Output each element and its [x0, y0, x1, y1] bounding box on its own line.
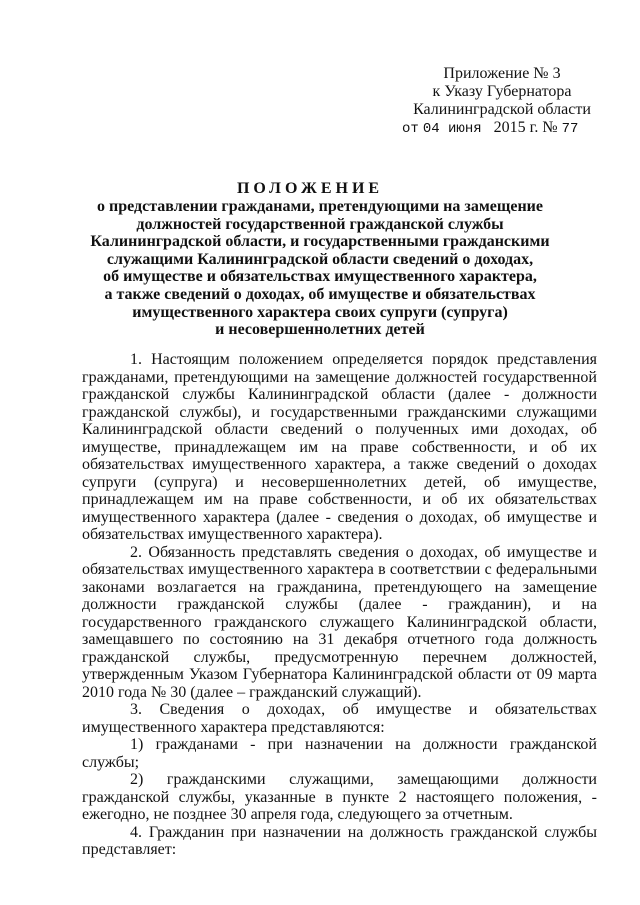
- paragraph-4: 4. Гражданин при назначении на должность гражданской службы представляет:: [82, 823, 597, 858]
- number-sign: №: [542, 119, 558, 136]
- subtitle-line: Калининградской области, и государственными гражданскими: [90, 233, 550, 251]
- date-value: 04 июня: [422, 121, 482, 137]
- subtitle-line: а также сведений о доходах, об имуществе и обязательствах: [104, 285, 536, 303]
- subtitle-line: имущественного характера своих супруги (супруга): [132, 303, 508, 321]
- appendix-region: Калининградской области: [413, 101, 591, 118]
- decree-number: 77: [561, 121, 579, 137]
- document-title: ПОЛОЖЕНИЕ: [236, 180, 384, 197]
- paragraph-3-item-1: 1) гражданами - при назначении на должности гражданской службы;: [82, 736, 597, 771]
- paragraph-1: 1. Настоящим положением определяется порядок представления гражданами, претендующими на замещение должностей государственной гражданской службы Калининградской области (далее - должности гражданской службы), и государственными гражданскими служащими Калининградской области сведений о полученных ими доходах, об имуществе, принадлежащем им на праве собственности, и об их обязательствах имущественного характера, а также сведений о доходах супруги (супруга) и несовершеннолетних детей, об имуществе, принадлежащем им на праве собственности, и об их обязательствах имущественного характера (далее - сведения о доходах, об имуществе и обязательствах имущественного характера).: [82, 351, 597, 543]
- subtitle-line: и несовершеннолетних детей: [215, 321, 425, 339]
- paragraph-3: 3. Сведения о доходах, об имуществе и обязательствах имущественного характера представляются:: [82, 701, 597, 736]
- document-body: [82, 351, 597, 859]
- subtitle-line: о представлении гражданами, претендующими на замещение: [97, 198, 543, 215]
- document-subtitle: [80, 198, 560, 339]
- date-prefix: от: [402, 121, 419, 137]
- paragraph-3-item-2: 2) гражданскими служащими, замещающими должности гражданской службы, указанные в пункте 2 настоящего положения, - ежегодно, не позднее 30 апреля года, следующего за отчетным.: [82, 771, 597, 823]
- paragraph-2: 2. Обязанность представлять сведения о доходах, об имуществе и обязательствах имущественного характера в соответствии с федеральными законами возлагается на гражданина, претендующего на замещение должности гражданской службы (далее - гражданин), и на государственного гражданского служащего Калининградской области, замещавшего по состоянию на 31 декабря отчетного года должность гражданской службы, предусмотренную перечнем должностей, утвержденным Указом Губернатора Калининградской области от 09 марта 2010 года № 30 (далее – гражданский служащий).: [82, 543, 597, 701]
- subtitle-line: об имуществе и обязательствах имущественного характера,: [103, 268, 537, 286]
- appendix-header: [402, 65, 602, 138]
- appendix-date-line: [402, 119, 602, 138]
- appendix-decree-ref: к Указу Губернатора: [432, 83, 572, 100]
- appendix-number: Приложение № 3: [443, 65, 561, 82]
- subtitle-line: служащими Калининградской области сведений о доходах,: [106, 250, 534, 268]
- subtitle-line: должностей государственной гражданской службы: [136, 215, 504, 233]
- date-year: 2015 г.: [493, 119, 539, 136]
